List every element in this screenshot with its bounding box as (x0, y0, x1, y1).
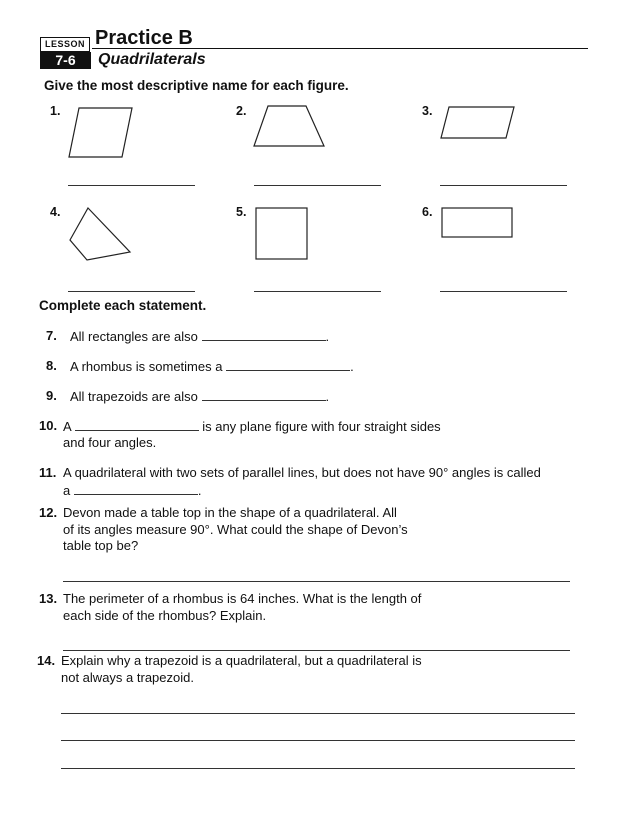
answer-line-2[interactable] (254, 185, 381, 186)
rectangle-icon (442, 208, 512, 237)
page-title: Practice B (95, 27, 193, 49)
lesson-number: 7-6 (40, 52, 91, 69)
answer-blank[interactable] (202, 328, 326, 341)
question-text: and four angles. (63, 434, 157, 450)
answer-line-14a[interactable] (61, 713, 575, 714)
section1-instruction: Give the most descriptive name for each figure. (44, 78, 349, 93)
answer-blank[interactable] (75, 418, 199, 431)
answer-line-3[interactable] (440, 185, 567, 186)
punctuation: . (197, 482, 202, 498)
question-text: is any plane figure with four straight sides (202, 419, 441, 434)
question-text: All rectangles are also (70, 329, 198, 344)
answer-line-5[interactable] (254, 291, 381, 292)
question-12 (39, 505, 606, 557)
answer-line-14b[interactable] (61, 740, 575, 741)
page-subtitle: Quadrilaterals (98, 51, 206, 68)
question-number: 7. (46, 328, 57, 343)
answer-line-6[interactable] (440, 291, 567, 292)
answer-line-13[interactable] (63, 650, 570, 651)
question-text: A rhombus is sometimes a (70, 359, 223, 374)
figure-number-4: 4. (50, 205, 61, 219)
punctuation: . (350, 359, 354, 374)
question-number: 13. (39, 591, 58, 606)
question-text: not always a trapezoid. (61, 669, 194, 685)
answer-line-12[interactable] (63, 581, 570, 582)
section2-instruction: Complete each statement. (39, 298, 207, 313)
answer-blank[interactable] (226, 358, 350, 371)
punctuation: . (325, 329, 330, 344)
answer-line-14c[interactable] (61, 768, 575, 769)
question-14 (37, 653, 604, 689)
question-text: each side of the rhombus? Explain. (63, 607, 267, 623)
figure-number-2: 2. (236, 104, 247, 118)
question-text: table top be? (63, 538, 139, 553)
answer-line-1[interactable] (68, 185, 195, 186)
quadrilateral-icon (70, 208, 130, 260)
question-8 (46, 358, 606, 376)
parallelogram-icon (69, 108, 132, 157)
question-text: The perimeter of a rhombus is 64 inches. What is the length of (63, 591, 422, 606)
answer-blank[interactable] (202, 388, 326, 401)
question-text: Devon made a table top in the shape of a quadrilateral. All (63, 505, 397, 520)
trapezoid-icon (254, 106, 324, 146)
figure-number-6: 6. (422, 205, 433, 219)
figures-svg (0, 0, 638, 300)
question-10 (39, 418, 606, 454)
question-text: of its angles measure 90°. What could the shape of Devon’s (63, 521, 408, 537)
question-text: A (63, 419, 71, 434)
lesson-label: LESSON (40, 37, 90, 52)
square-icon (256, 208, 307, 259)
answer-line-4[interactable] (68, 291, 195, 292)
question-text: a (63, 482, 71, 498)
question-13 (39, 591, 606, 627)
question-text: Explain why a trapezoid is a quadrilateral, but a quadrilateral is (61, 653, 422, 668)
question-number: 9. (46, 388, 57, 403)
figure-number-5: 5. (236, 205, 247, 219)
question-text: A quadrilateral with two sets of parallel lines, but does not have 90° angles is called (63, 465, 541, 480)
question-number: 12. (39, 505, 58, 520)
question-11 (39, 465, 609, 501)
question-number: 11. (39, 465, 57, 480)
question-9 (46, 388, 606, 406)
answer-blank[interactable] (74, 482, 198, 495)
question-number: 8. (46, 358, 57, 373)
question-number: 10. (39, 418, 58, 433)
figure-number-1: 1. (50, 104, 61, 118)
punctuation: . (325, 389, 330, 404)
parallelogram-icon (441, 107, 514, 138)
question-7 (46, 328, 606, 346)
question-number: 14. (37, 653, 56, 668)
question-text: All trapezoids are also (70, 389, 198, 404)
figure-number-3: 3. (422, 104, 433, 118)
